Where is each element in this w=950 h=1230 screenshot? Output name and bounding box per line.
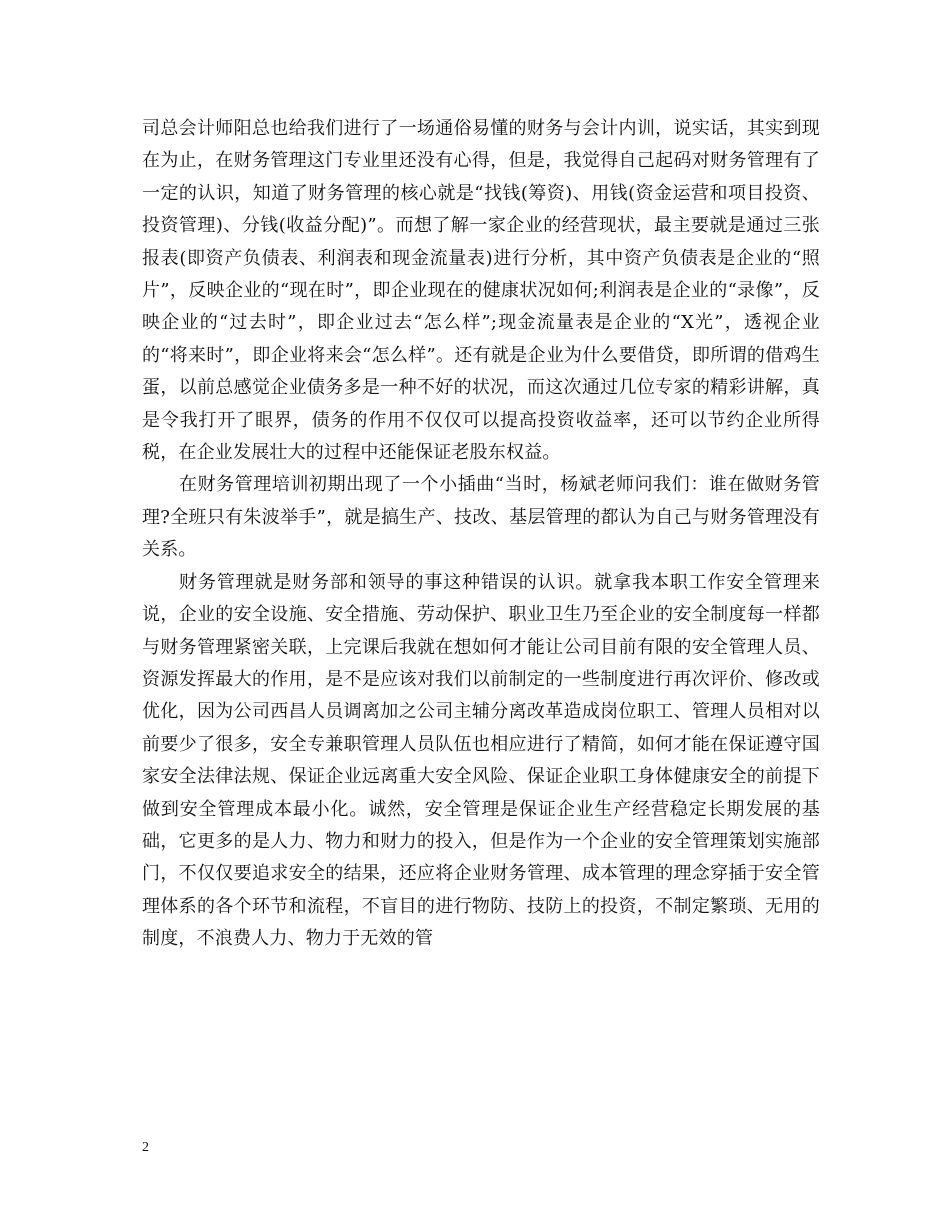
document-body bbox=[142, 113, 820, 956]
paragraph-2: 在财务管理培训初期出现了一个小插曲“当时，杨斌老师问我们：谁在做财务管理?全班只有朱波举手”，就是搞生产、技改、基层管理的都认为自己与财务管理没有关系。 bbox=[142, 474, 820, 561]
page-number: 2 bbox=[142, 1140, 149, 1155]
paragraph-1: 司总会计师阳总也给我们进行了一场通俗易懂的财务与会计内训，说实话，其实到现在为止，在财务管理这门专业里还没有心得，但是，我觉得自己起码对财务管理有了一定的认识，知道了财务管理的核心就是“找钱(筹资)、用钱(资金运营和项目投资、投资管理)、分钱(收益分配)”。而想了解一家企业的经营现状，最主要就是通过三张报表(即资产负债表、利润表和现金流量表)进行分析，其中资产负债表是企业的“照片”，反映企业的“现在时”，即企业现在的健康状况如何;利润表是企业的“录像”，反映企业的“过去时”，即企业过去“怎么样”;现金流量表是企业的“X光”，透视企业的“将来时”，即企业将来会“怎么样”。还有就是企业为什么要借贷，即所谓的借鸡生蛋，以前总感觉企业债务多是一种不好的状况，而这次通过几位专家的精彩讲解，真是令我打开了眼界，债务的作用不仅仅可以提高投资收益率，还可以节约企业所得税，在企业发展壮大的过程中还能保证老股东权益。 bbox=[142, 118, 820, 464]
paragraph-3: 财务管理就是财务部和领导的事这种错误的认识。就拿我本职工作安全管理来说，企业的安全设施、安全措施、劳动保护、职业卫生乃至企业的安全制度每一样都与财务管理紧密关联，上完课后我就在想如何才能让公司目前有限的安全管理人员、资源发挥最大的作用，是不是应该对我们以前制定的一些制度进行再次评价、修改或优化，因为公司西昌人员调离加之公司主辅分离改革造成岗位职工、管理人员相对以前要少了很多，安全专兼职管理人员队伍也相应进行了精简，如何才能在保证遵守国家安全法律法规、保证企业远离重大安全风险、保证企业职工身体健康安全的前提下做到安全管理成本最小化。诚然，安全管理是保证企业生产经营稳定长期发展的基础，它更多的是人力、物力和财力的投入，但是作为一个企业的安全管理策划实施部门，不仅仅要追求安全的结果，还应将企业财务管理、成本管理的理念穿插于安全管理体系的各个环节和流程，不盲目的进行物防、技防上的投资，不制定繁琐、无用的制度，不浪费人力、物力于无效的管 bbox=[142, 571, 820, 950]
